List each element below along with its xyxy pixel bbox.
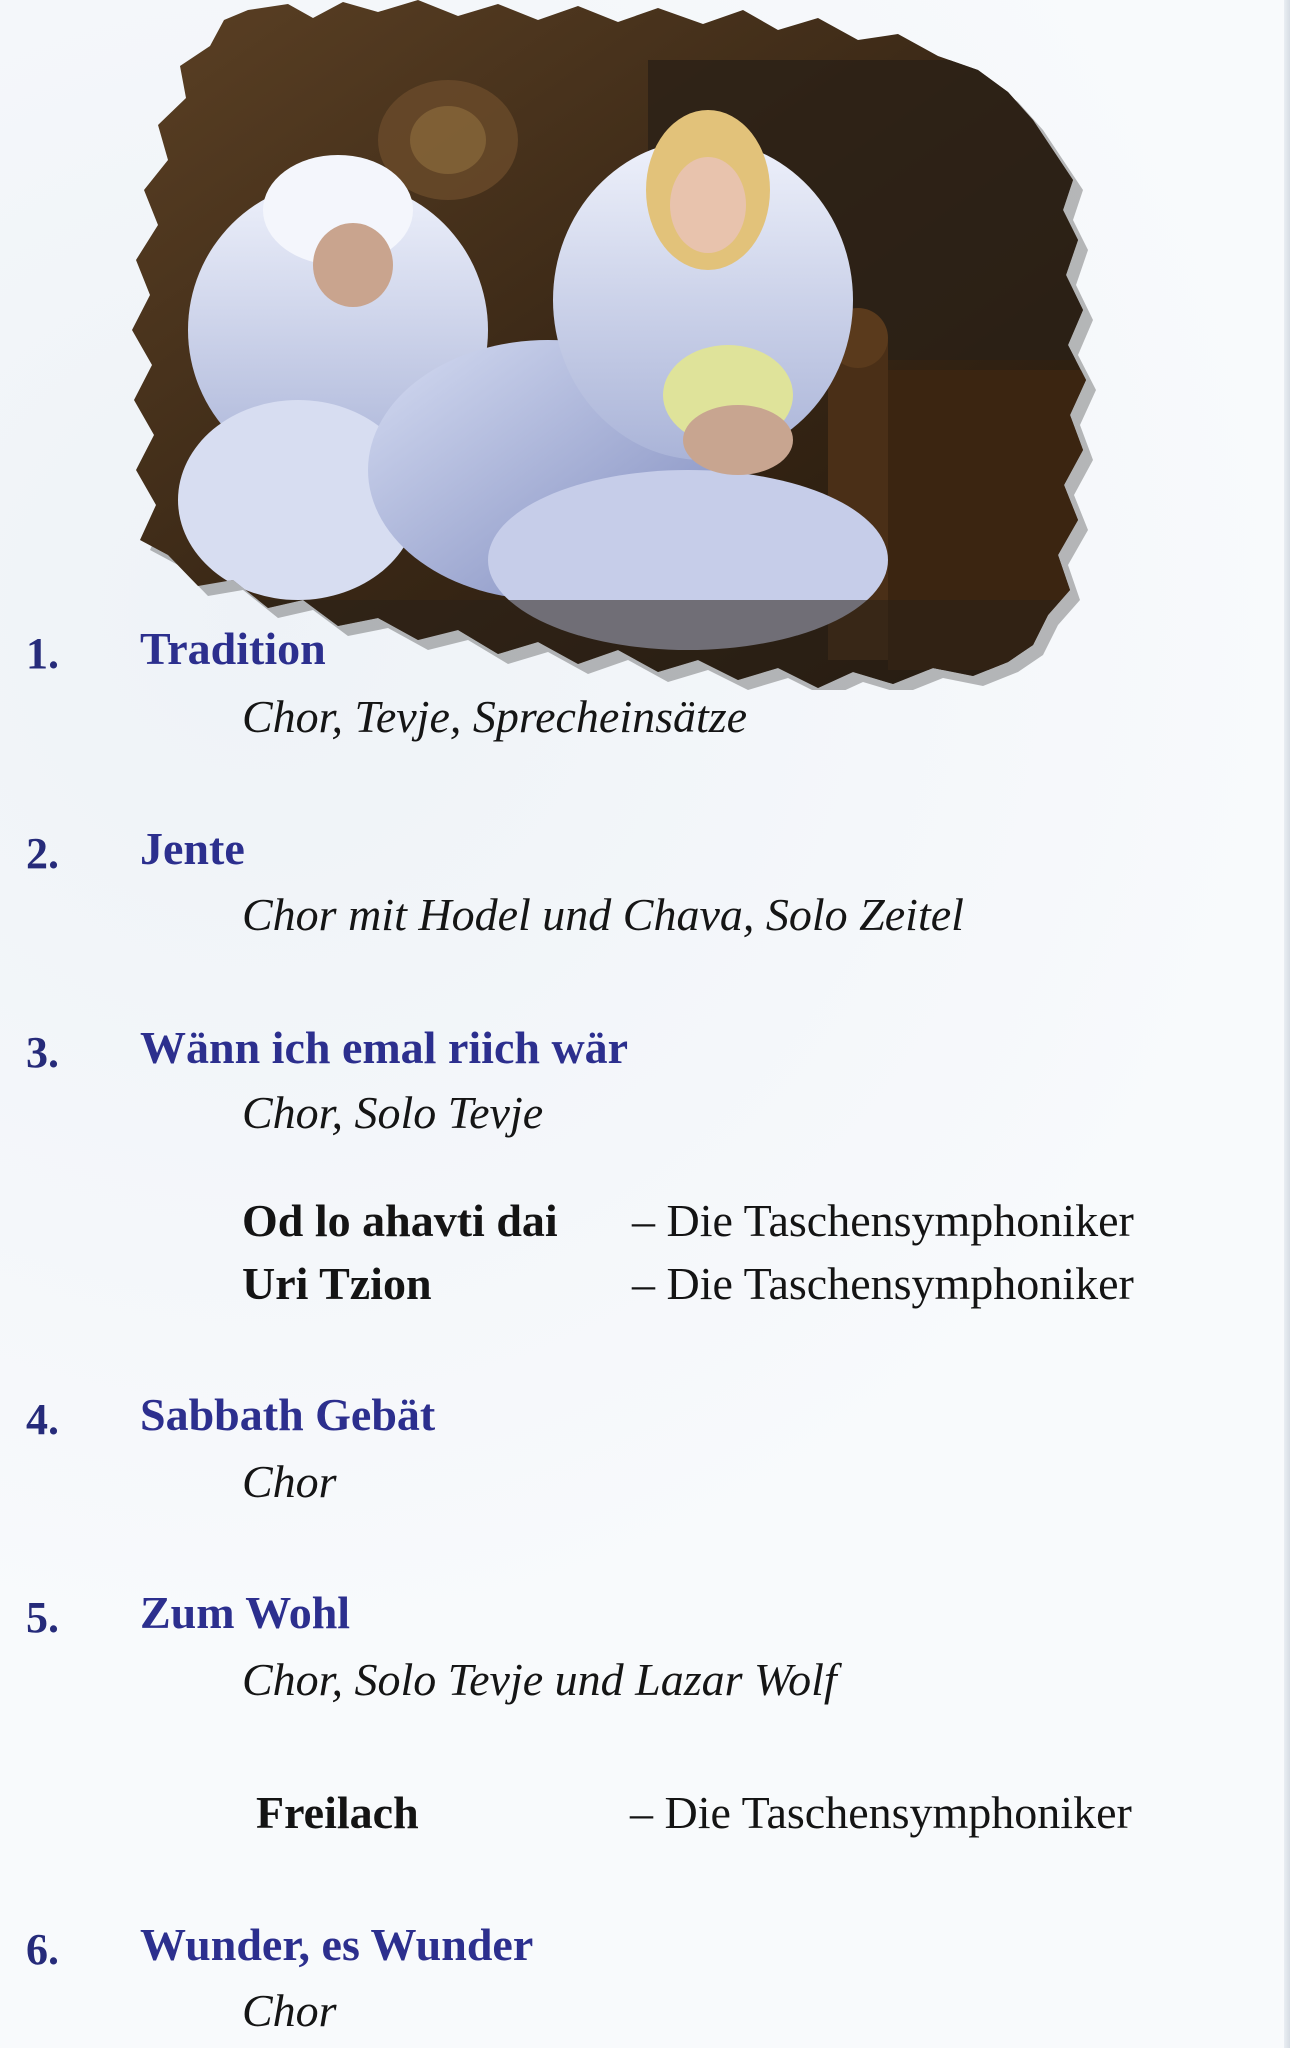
interlude-title-3: Freilach	[256, 1787, 419, 1838]
item-performers-6: Chor	[242, 1985, 337, 2036]
item-performers-4: Chor	[242, 1456, 337, 1507]
item-performers-3: Chor, Solo Tevje	[242, 1087, 544, 1138]
interlude-title-2: Uri Tzion	[242, 1258, 432, 1309]
page-edge	[1284, 0, 1290, 2048]
interlude-title-1: Od lo ahavti dai	[242, 1195, 558, 1246]
item-performers-5: Chor, Solo Tevje und Lazar Wolf	[242, 1654, 837, 1705]
item-number-1: 1.	[26, 629, 59, 678]
item-number-2: 2.	[26, 829, 59, 878]
item-number-6: 6.	[26, 1925, 59, 1974]
item-number-5: 5.	[26, 1593, 59, 1642]
item-performers-1: Chor, Tevje, Sprecheinsätze	[242, 691, 748, 742]
interlude-performer-2: – Die Taschensymphoniker	[632, 1258, 1134, 1309]
interlude-performer-1: – Die Taschensymphoniker	[632, 1195, 1134, 1246]
item-title-5: Zum Wohl	[140, 1587, 351, 1638]
item-title-3: Wänn ich emal riich wär	[140, 1022, 629, 1073]
item-number-3: 3.	[26, 1028, 59, 1077]
item-title-2: Jente	[140, 823, 245, 874]
item-title-4: Sabbath Gebät	[140, 1389, 436, 1440]
item-performers-2: Chor mit Hodel und Chava, Solo Zeitel	[242, 889, 964, 940]
item-title-6: Wunder, es Wunder	[140, 1919, 534, 1970]
interlude-performer-3: – Die Taschensymphoniker	[630, 1787, 1132, 1838]
item-number-4: 4.	[26, 1395, 59, 1444]
item-title-1: Tradition	[140, 623, 326, 674]
stage-photo	[128, 0, 1110, 690]
